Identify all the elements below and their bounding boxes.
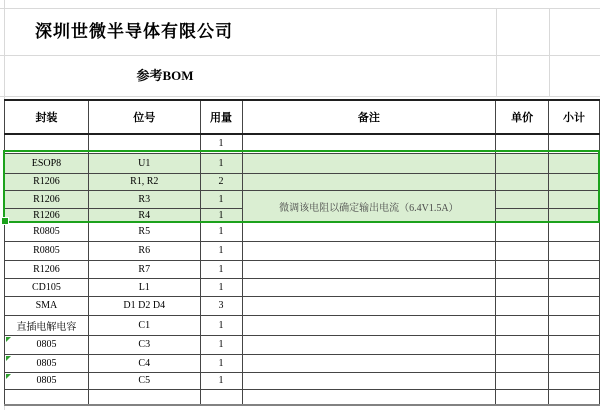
- package-cell[interactable]: 0805: [5, 372, 89, 389]
- table-row: [5, 335, 600, 354]
- remark-cell[interactable]: [242, 222, 496, 241]
- package-cell[interactable]: R0805: [5, 241, 89, 260]
- designator-cell[interactable]: C5: [88, 372, 200, 389]
- remark-cell[interactable]: [242, 315, 496, 335]
- unit-price-cell[interactable]: [496, 173, 549, 190]
- remark-cell[interactable]: [242, 260, 496, 278]
- table-row: [5, 260, 600, 278]
- subtotal-cell[interactable]: [549, 153, 600, 173]
- designator-cell[interactable]: R4: [88, 208, 200, 222]
- subtotal-cell[interactable]: [549, 222, 600, 241]
- bom-table: [4, 99, 600, 406]
- subtotal-cell[interactable]: [549, 241, 600, 260]
- designator-cell[interactable]: [88, 389, 200, 405]
- package-cell[interactable]: [5, 134, 89, 153]
- table-row: [5, 278, 600, 296]
- qty-cell[interactable]: 1: [200, 208, 242, 222]
- qty-cell[interactable]: 2: [200, 173, 242, 190]
- header-subtotal[interactable]: 小计: [549, 100, 600, 134]
- fill-handle[interactable]: [1, 217, 9, 225]
- designator-cell[interactable]: R3: [88, 190, 200, 208]
- subtotal-cell[interactable]: [549, 372, 600, 389]
- qty-cell[interactable]: 1: [200, 278, 242, 296]
- remark-merged-cell[interactable]: 微调该电阻以确定输出电流（6.4V1.5A）: [242, 190, 496, 222]
- unit-price-cell[interactable]: [496, 389, 549, 405]
- designator-cell[interactable]: R5: [88, 222, 200, 241]
- unit-price-cell[interactable]: [496, 241, 549, 260]
- header-package[interactable]: 封装: [5, 100, 89, 134]
- unit-price-cell[interactable]: [496, 315, 549, 335]
- header-designator[interactable]: 位号: [88, 100, 200, 134]
- unit-price-cell[interactable]: [496, 354, 549, 372]
- table-row: [5, 241, 600, 260]
- table-row: [5, 389, 600, 405]
- subtotal-cell[interactable]: [549, 335, 600, 354]
- unit-price-cell[interactable]: [496, 296, 549, 315]
- remark-cell[interactable]: [242, 173, 496, 190]
- subtotal-cell[interactable]: [549, 296, 600, 315]
- remark-cell[interactable]: [242, 372, 496, 389]
- package-cell[interactable]: R1206: [5, 208, 89, 222]
- unit-price-cell[interactable]: [496, 134, 549, 153]
- gridline: [0, 96, 600, 97]
- header-qty[interactable]: 用量: [200, 100, 242, 134]
- unit-price-cell[interactable]: [496, 278, 549, 296]
- qty-cell[interactable]: 3: [200, 296, 242, 315]
- designator-cell[interactable]: L1: [88, 278, 200, 296]
- package-cell[interactable]: R0805: [5, 222, 89, 241]
- designator-cell[interactable]: C4: [88, 354, 200, 372]
- unit-price-cell[interactable]: [496, 153, 549, 173]
- package-cell[interactable]: 0805: [5, 335, 89, 354]
- remark-cell[interactable]: [242, 134, 496, 153]
- remark-cell[interactable]: [242, 296, 496, 315]
- error-flag-triangle-icon: [6, 356, 11, 361]
- subtotal-cell[interactable]: [549, 389, 600, 405]
- designator-cell[interactable]: R6: [88, 241, 200, 260]
- subtotal-cell[interactable]: [549, 173, 600, 190]
- package-cell[interactable]: [5, 389, 89, 405]
- package-cell[interactable]: R1206: [5, 173, 89, 190]
- designator-cell[interactable]: U1: [88, 153, 200, 173]
- qty-cell[interactable]: 1: [200, 315, 242, 335]
- package-cell[interactable]: R1206: [5, 260, 89, 278]
- designator-cell[interactable]: R1, R2: [88, 173, 200, 190]
- remark-cell[interactable]: [242, 153, 496, 173]
- unit-price-cell[interactable]: [496, 260, 549, 278]
- qty-cell[interactable]: 1: [200, 372, 242, 389]
- table-row: [5, 372, 600, 389]
- package-cell[interactable]: 直插电解电容: [5, 315, 89, 335]
- qty-cell[interactable]: 1: [200, 260, 242, 278]
- remark-cell[interactable]: [242, 241, 496, 260]
- table-row: [5, 354, 600, 372]
- error-flag-triangle-icon: [6, 374, 11, 379]
- table-row: [5, 134, 600, 153]
- qty-cell[interactable]: 1: [200, 134, 242, 153]
- designator-cell[interactable]: R7: [88, 260, 200, 278]
- unit-price-cell[interactable]: [496, 372, 549, 389]
- package-cell[interactable]: 0805: [5, 354, 89, 372]
- designator-cell[interactable]: C1: [88, 315, 200, 335]
- package-cell[interactable]: ESOP8: [5, 153, 89, 173]
- company-title-cell[interactable]: 深圳世微半导体有限公司: [35, 22, 233, 41]
- package-cell[interactable]: SMA: [5, 296, 89, 315]
- qty-cell[interactable]: 1: [200, 354, 242, 372]
- qty-cell[interactable]: 1: [200, 241, 242, 260]
- unit-price-cell[interactable]: [496, 190, 549, 208]
- qty-cell[interactable]: 1: [200, 190, 242, 208]
- table-row: [5, 315, 600, 335]
- unit-price-cell[interactable]: [496, 222, 549, 241]
- table-row: [5, 153, 600, 173]
- subtotal-cell[interactable]: [549, 260, 600, 278]
- sheet-subtitle-cell[interactable]: 参考BOM: [136, 68, 194, 83]
- unit-price-cell[interactable]: [496, 208, 549, 222]
- table-row: [5, 296, 600, 315]
- table-row: [5, 222, 600, 241]
- remark-cell[interactable]: [242, 389, 496, 405]
- header-unit-price[interactable]: 单价: [496, 100, 549, 134]
- designator-cell[interactable]: D1 D2 D4: [88, 296, 200, 315]
- gridline: [549, 8, 550, 96]
- remark-cell[interactable]: [242, 278, 496, 296]
- subtotal-cell[interactable]: [549, 134, 600, 153]
- header-row: [5, 100, 600, 134]
- header-remark[interactable]: 备注: [242, 100, 496, 134]
- package-cell[interactable]: CD105: [5, 278, 89, 296]
- subtotal-cell[interactable]: [549, 315, 600, 335]
- subtotal-cell[interactable]: [549, 208, 600, 222]
- subtotal-cell[interactable]: [549, 278, 600, 296]
- qty-cell[interactable]: 1: [200, 335, 242, 354]
- subtotal-cell[interactable]: [549, 190, 600, 208]
- package-cell[interactable]: R1206: [5, 190, 89, 208]
- qty-cell[interactable]: [200, 389, 242, 405]
- designator-cell[interactable]: [88, 134, 200, 153]
- remark-cell[interactable]: [242, 354, 496, 372]
- table-row: [5, 173, 600, 190]
- subtotal-cell[interactable]: [549, 354, 600, 372]
- remark-cell[interactable]: [242, 335, 496, 354]
- qty-cell[interactable]: 1: [200, 222, 242, 241]
- error-flag-triangle-icon: [6, 337, 11, 342]
- table-row: [5, 190, 600, 208]
- qty-cell[interactable]: 1: [200, 153, 242, 173]
- designator-cell[interactable]: C3: [88, 335, 200, 354]
- gridline: [496, 8, 497, 96]
- unit-price-cell[interactable]: [496, 335, 549, 354]
